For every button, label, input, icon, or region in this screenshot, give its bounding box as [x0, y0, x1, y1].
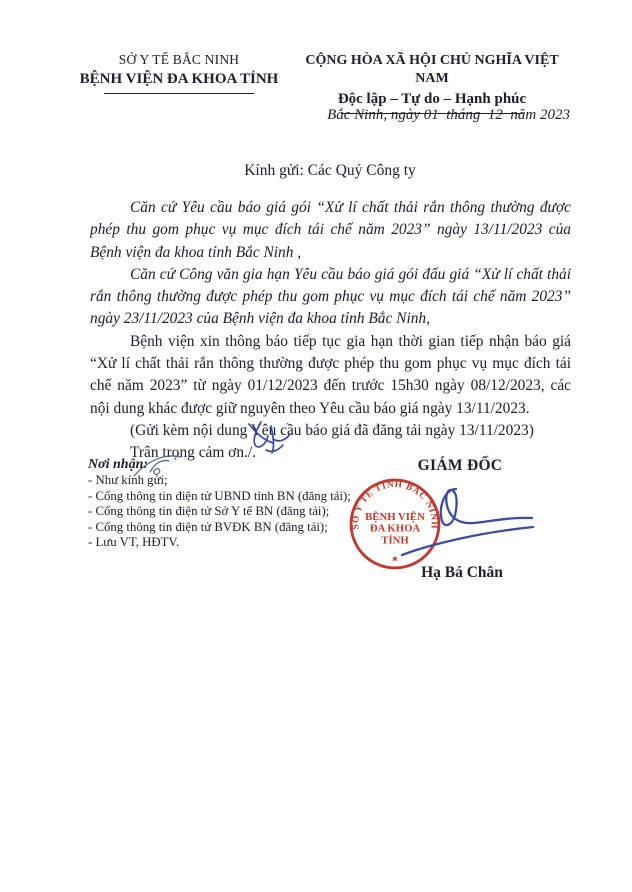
recipients-label: Nơi nhận: — [88, 457, 149, 472]
stamp-ring-text: SỞ Y TẾ TỈNH BẮC NINH — [350, 478, 440, 530]
recipient-item: - Cổng thông tin điện tử Sở Y tế BN (đăng tải); — [88, 504, 330, 519]
agency-underline — [104, 93, 254, 94]
signer-name: Hạ Bá Chân — [421, 564, 503, 581]
stamp-center-line2: ĐA KHOA — [369, 522, 421, 535]
recipient-item: - Cổng thông tin điện tử UBND tỉnh BN (đăng tải); — [88, 488, 351, 503]
stamp-center-line1: BỆNH VIỆN — [365, 510, 425, 523]
issuing-agency-block — [66, 52, 292, 94]
paragraph-attachment-note: (Gửi kèm nội dung Yêu cầu báo giá đã đăng tải ngày 13/11/2023) — [130, 421, 534, 439]
stamp-center-line3: TỈNH — [381, 534, 409, 547]
place-date-line: Bắc Ninh, ngày 01 tháng 12 năm 2023 — [327, 107, 570, 123]
closing-initials-handwriting — [242, 417, 296, 459]
national-motto-block — [290, 52, 574, 114]
recipient-item: - Như kính gửi; — [88, 473, 168, 487]
paragraph-legal-basis-2: Căn cứ Công văn gia hạn Yêu cầu báo giá gói đấu giá “Xử lí chất thải rắn thông thường được phép thu gom phục vụ mục đích tái chế năm 2023” ngày 23/11/2023 của Bệnh viện đa khoa tỉnh Bắc Ninh, — [90, 265, 571, 328]
letter-body — [90, 197, 571, 465]
closing-line: Trân trọng cảm ơn./. — [130, 444, 256, 462]
recipient-item: - Lưu VT, HĐTV. — [88, 535, 180, 550]
recipient-item: - Cổng thông tin điện tử BVĐK BN (đăng tải); — [88, 519, 328, 534]
paragraph-announcement: Bệnh viện xin thông báo tiếp tục gia hạn thời gian tiếp nhận báo giá “Xử lí chất thải rắn thông thường được phép thu gom phục vụ mục đích tái chế năm 2023” từ ngày 01/12/2023 đến trước 15h30 ngày 08/12/2023, các nội dung khác được giữ nguyên theo Yêu cầu báo giá ngày 13/11/2023. — [90, 332, 571, 417]
signer-title: GIÁM ĐỐC — [417, 457, 503, 474]
agency-parent-name: SỞ Y TẾ BẮC NINH — [118, 52, 240, 67]
stamp-star-icon: ★ — [391, 553, 399, 564]
national-motto: Độc lập – Tự do – Hạnh phúc — [337, 91, 527, 108]
national-title: CỘNG HÒA XÃ HỘI CHỦ NGHĨA VIỆT NAM — [305, 53, 559, 87]
pencil-scribble — [128, 448, 186, 484]
paragraph-legal-basis-1: Căn cứ Yêu cầu báo giá gói “Xử lí chất thải rắn thông thường được phép thu gom phục vụ mục đích tái chế năm 2023” ngày 13/11/2023 của Bệnh viện đa khoa tỉnh Bắc Ninh , — [90, 199, 571, 261]
salutation: Kính gửi: Các Quý Công ty — [244, 162, 416, 179]
director-signature-handwriting — [398, 477, 540, 563]
agency-name: BỆNH VIỆN ĐA KHOA TỈNH — [79, 70, 279, 87]
